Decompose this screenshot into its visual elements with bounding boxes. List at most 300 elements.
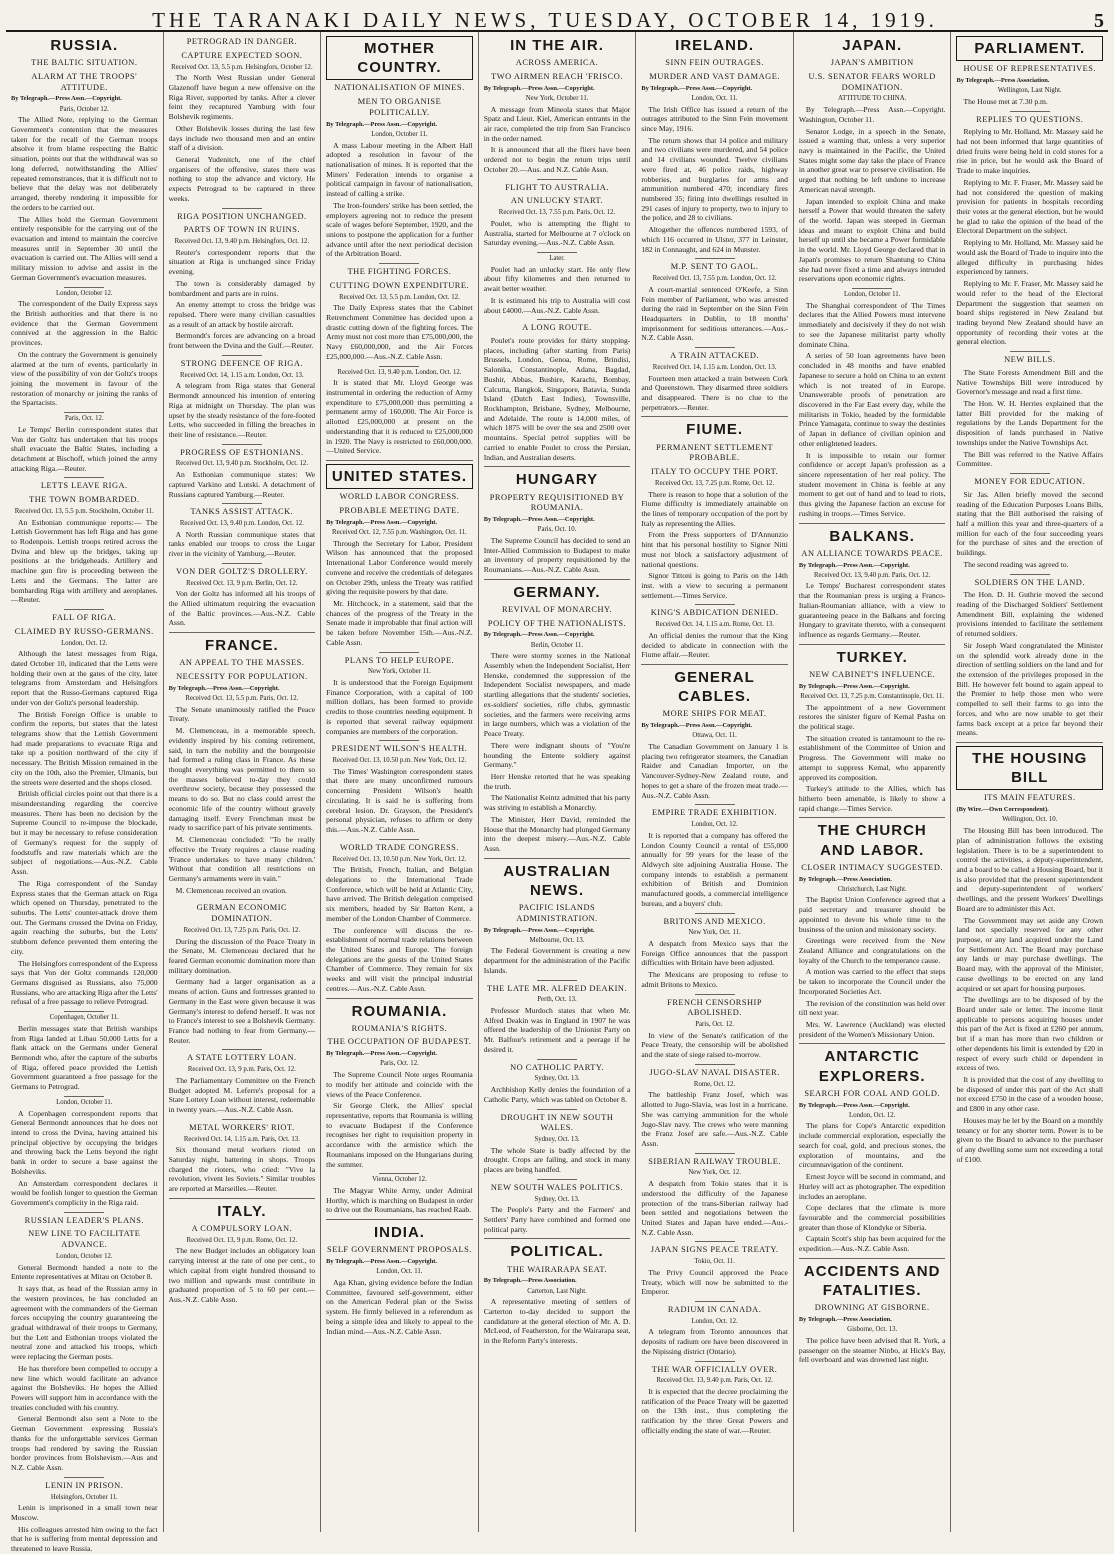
article [169,503,316,559]
article [326,366,473,456]
article-paragraph: The Privy Council approved the Peace Treaty, which will now be submitted to the Emperor. [641,1267,788,1297]
article [169,632,316,895]
article-subheading: REPLIES TO QUESTIONS. [976,114,1084,124]
section-rule [537,1059,577,1060]
article [11,609,158,1007]
article-paragraph: An Esthonian communique states: We captured Varkino and Lutski. A detachment of Russians captured Yamburg.—Reuter. [168,470,316,499]
article-paragraph: Poulet had an unlucky start. He only flew about fifty kilometres and then returned to await better weather. [483,264,631,294]
article [484,252,631,315]
article [956,473,1103,570]
article-paragraph: The Baptist Union Conference agreed that a paid secretary and treasurer should be appointed to devote his whole time to the business of the union and missionary society. [798,895,946,934]
article-dateline: Received Oct. 13, 9.40 p.m. Paris, Oct. 12. [656,1377,773,1385]
article-kicker: PROBABLE MEETING DATE. [339,506,460,515]
section-rule [222,208,262,209]
article-kicker: MURDER AND VAST DAMAGE. [649,71,780,81]
article-dateline: Received Oct. 13, 9 p.m. Rome, Oct. 12. [186,1236,298,1244]
article-paragraph: His colleagues arrested him owing to the fact that he is suffering from mental depression and threatened to leave Russia. [11,1524,158,1554]
article-dateline: Received Oct. 13, 7.25 p.m. Paris, Oct. 12. [183,926,301,934]
article-paragraph: The conference will discuss the re-establishment of normal trade relations between the United States and Europe. The foreign delegations are the guests of the United States Chamber of Commerce. They remain for six weeks and will visit the principal industrial centres.—Aus.-N.Z. Cable Assn. [326,925,473,993]
article-paragraph: There is reason to hope that a solution of the Fiume difficulty is immediately attainable on the lines of temporary occupation of the port by Italy as representing the Allies. [641,489,788,528]
column-rule [641,664,788,665]
article-subheading: A STATE LOTTERY LOAN. [187,1053,297,1063]
article-paragraph: It is provided that the cost of any dwelling to be disposed of under this part of the Act shall not exceed £750 in the case of a wooden house, and £800 in any other case. [956,1075,1104,1114]
article-dateline: Sydney, Oct. 13. [534,1195,580,1203]
article-paragraph: M. Clemenceau received an ovation. [175,885,287,895]
article-paragraph: Professor Murdoch states that when Mr. Alfred Deakin was in England in 1907 he was offered the leadership of the Unionist Party on Mr. Balfour's retirement and a peerage if he desired it. [483,1006,631,1054]
article-dateline: Received Oct. 13, 9.40 p.m. London, Oct. 12. [337,368,462,376]
article-byline: By Telegraph.—Press Assn.—Copyright. [641,84,753,92]
article-dateline: Tokio, Oct. 11. [694,1258,735,1266]
article-paragraph: General Bermondt handed a note to the Entente representatives at Mitau on October 8. [11,1262,158,1282]
article-byline: By Telegraph.—Press Assn.—Copyright. [11,95,122,103]
article-dateline: London, Oct. 12. [691,821,738,829]
article-byline: By Telegraph.—Press Association. [798,875,892,883]
article-dateline: Received Oct. 13, 9 p.m. Paris, Oct. 12. [187,1066,296,1074]
article-paragraph: The second reading was agreed to. [963,559,1069,569]
article-subheading: LENIN IN PRISON. [45,1480,124,1490]
article-subheading: PROGRESS OF ESTHONIANS. [180,447,304,457]
article-paragraph: Germany had a larger organisation as a means of action. Guns and fortresses granted to Germany in the East were given because it was Germany's interest to defend herself. It was not to France's interest to see a Bolshevik Germany. France had nothing to fear from Germany.—Reuter. [168,977,316,1045]
article-paragraph: In view of the Senate's ratification of the Peace Treaty, the censorship will be abolished and the state of siege raised to-morrow. [641,1030,788,1060]
section-rule [64,477,104,478]
article-paragraph: Sir Joseph Ward congratulated the Minister on the splendid work already done in the direction of settling soldiers on the land and for the extension of the privileges proposed in the Bill. He however felt bound to again appeal to the Premier to help those men who were compelled to sell their farms to go into the forces, and who are now unable to get their farms back except at a price far beyond their means. [956,640,1104,738]
article-paragraph: Although the latest messages from Riga, dated October 10, indicated that the Letts were holding their own at the gates of the city, later telegrams from Amsterdam and Helsingfors report that the Russo-Germans captured Riga under von der Goltz's personal leadership. [11,649,158,707]
article [799,288,946,519]
article [641,36,788,254]
article-subheading: FRENCH CENSORSHIP ABOLISHED. [667,997,763,1018]
article-headline: FIUME. [686,421,744,439]
article-paragraph: Sir Jas. Allen briefly moved the second reading of the Education Purposes Loans Bills, stating that the Bill authorised the raising of half a million this year and three-quarters of a million for each of the four succeeding years for the purchase of sites and the erection of buildings. [956,489,1104,558]
article-headline: THE CHURCH AND LABOR. [817,822,927,859]
article-headline: UNITED STATES. [326,464,473,489]
article-subheading: DROUGHT IN NEW SOUTH WALES. [500,1112,614,1133]
article-paragraph: An Esthonian communique reports:— The Lettish Government has left Riga and has gone to Rodenpois. Lettish troops retired across the Dvina and blew up the bridges, taking up positions at the bridgeheads. Artillery and machine gun fire is proceeding between the Letts and the Germans. The latter are bombarding Riga with artillery and aeroplanes.—Reuter. [11,517,158,605]
article-paragraph: The Allies hold the German Government entirely responsible for the carrying out of the evacuation and intend to maintain the coercive measures until in September 30 until the evacuation is carried out. The Allies will send a military mission to advise and assist in the German Government's evacuation measures. [11,214,158,282]
section-rule [379,263,419,264]
article-subheading: A TRAIN ATTACKED. [670,351,760,361]
article-headline: FRANCE. [205,637,279,655]
article-byline: By Telegraph.—Press Assn.—Copyright. [798,682,910,690]
article-subheading: MONEY FOR EDUCATION. [974,477,1086,487]
article-paragraph: The Nationalist Keintz admitted that his party was striving to establish a Monarchy. [483,793,631,813]
article-paragraph: The appointment of a new Government restores the sinister figure of Kemal Pasha on the political stage. [798,702,946,731]
article-paragraph: Mrs. W. Lawrence (Auckland) was elected president of the Women's Missionary Union. [798,1020,946,1039]
article [169,37,316,204]
section-rule [852,288,892,289]
article-kicker: ALARM AT THE TROOPS' ATTITUDE. [31,71,138,92]
article-paragraph: There were stormy scenes in the National Assembly when the Independent Socialist, Herr Henske, condemned the suppression of the Independent Socialist newspapers, and made startling allegations that the students' societies, ex-soldiers' societies, rifle clubs, gymnastic societies, and the farmers were receiving arms in large numbers, which was a violation of the Peace Treaty. [483,651,631,739]
article-byline: By Telegraph.—Press Assn.—Copyright. [326,1050,438,1058]
section-rule [222,503,262,504]
article-subheading: PETROGRAD IN DANGER. [186,37,297,46]
article [484,36,631,175]
article-headline: HUNGARY [515,471,599,489]
article-paragraph: Berlin messages state that British warships from Riga landed at Libau 50,000 Letts for a flank attack on the Germans under General Bermondt who, after the capture of the suburbs of Riga, offered peace provided the Lettish Government guaranteed a free passage for the Germans to Petrograd. [11,1023,158,1092]
article [484,1109,631,1175]
article-headline: IN THE AIR. [510,37,604,54]
article-paragraph: Archbishop Kelly denies the foundation of a Catholic Party, which was tabled on October 8. [483,1085,631,1104]
section-rule [537,319,577,320]
section-rule [1010,574,1050,575]
section-rule [64,1011,104,1012]
article-paragraph: Le Temps' Berlin correspondent states that Von der Goltz has undertaken that his troops shall evacuate the Baltic States, including a detachment at Bischoff, which joined the army attacking Riga.—Reuter. [11,424,158,473]
article-subheading: TANKS ASSIST ATTACK. [190,507,294,517]
article-paragraph: Replying to Mr. Holland, Mr. Massey said he had not been informed that large quantities of dried fruits were being held in cold stores for a rise in price, but he would ask the Board of Trade to make inquiries. [956,127,1104,176]
article-headline: JAPAN. [842,37,903,54]
article-dateline: Received Oct. 13, 10.50 p.m. New York, Oct. 12. [332,855,467,863]
article-dateline: London, October 12. [55,1252,113,1260]
article [326,839,473,994]
article-subheading: NO CATHOLIC PARTY. [510,1062,604,1072]
column-3 [321,32,479,1532]
article-subheading: NEW CABINET'S INFLUENCE. [809,669,936,679]
article-subheading: REVIVAL OF MONARCHY. [501,604,613,614]
section-rule [537,980,577,981]
article-dateline: Received Oct. 13, 5.5 p.m. Helsingfors, October 12. [171,63,313,71]
article-paragraph: A Copenhagen correspondent reports that General Bermondt announces that he does not intend to cross the Dvina, having attained his principal objective by occupying the bridges and throwing back the Letts beyond the right bank in order to secure a base against the Bolsheviks. [11,1108,158,1176]
article [641,604,788,660]
article-paragraph: Greetings were received from the New Zealand Alliance and congratulations on the loyalty of the Church to the temperance cause. [798,936,946,965]
article-dateline: Received Oct. 13, 5.5 p.m. London, Oct. 12. [339,293,460,301]
column-rule [484,579,631,580]
article [641,994,788,1060]
article-paragraph: A message from Mineola states that Major Spatz and Lieut. Kiel, American entrants in the air race, completed the trip from San Francisco in the order named. [483,104,631,143]
column-rule [326,460,473,461]
article [484,980,631,1055]
article-dateline: New York, Oct. 12. [688,1169,741,1177]
article-dateline: Received Oct. 13, 7.55 p.m. Paris, Oct. 12. [498,209,616,217]
article-subheading: ACROSS AMERICA. [515,58,599,68]
article-paragraph: Through the Secretary for Labor, President Wilson has announced that the proposed International Labor Conference would merely convene and receive the credentials of delegates on October 29th, unless the Treaty was ratified giving the requisite powers by that date. [326,538,473,597]
article-paragraph: Six thousand metal workers rioted on Saturday night, battering in shops. Troops charged the rioters, who cried: "Vive la revolution, vivent les Soviets." Similar troubles are reported at Marseilles.—Reuter. [168,1145,316,1194]
section-rule [222,563,262,564]
article-kicker: U.S. SENATOR FEARS WORLD DOMINATION. [808,71,936,92]
article-paragraph: M. Clemenceau concluded: "To be really effective the Treaty requires a clause reading 'France undertakes to have many children.' Without that condition all restrictions on Germany's armaments were in vain." [168,835,316,883]
column-rule [799,523,946,524]
column-rule [169,1198,316,1199]
article-paragraph: Cope declares that the climate is more favourable and the commercial possibilities greater than those of Klondyke or Siberia. [798,1203,946,1232]
article-paragraph: The Federal Government is creating a new department for the administration of the Pacific Islands. [483,946,631,975]
article-subheading: PACIFIC ISLANDS ADMINISTRATION. [516,903,598,923]
article-dateline: London, Oct. 12. [61,639,108,647]
article [326,36,473,259]
article [641,1241,788,1297]
column-5 [636,32,794,1532]
masthead [6,0,1108,32]
article-byline: By Telegraph.—Press Association. [956,76,1050,84]
article-paragraph: It is announced that all the fliers have been ordered not to begin the return trips until October 20.—Aus. and N.Z. Cable Assn. [483,145,631,174]
article-headline: AUSTRALIAN NEWS. [503,862,611,899]
section-rule [695,1361,735,1362]
article-dateline: New York, October 11. [368,668,431,676]
article [484,179,631,248]
article-dateline: Received Oct. 13, 5.5 p.m. Paris, Oct. 12. [185,695,299,703]
article-subheading: VON DER GOLTZ'S DROLLERY. [176,566,308,576]
article [956,742,1103,1164]
article-subheading: SIBERIAN RAILWAY TROUBLE. [648,1156,781,1166]
article-paragraph: Japan intended to exploit China and make herself a Power that would threaten the safety of the world. Japan was steeped in German ideas and meant to exploit China and build herself up until she became a Power formidable in the world. Mr. Lloyd George declared that in Japan's promises to return Shantung to China she had never fixed a time and always intruded reservations upon economic rights. [798,196,946,284]
article-dateline: Received Oct. 13, 9 p.m. Berlin, Oct. 12. [186,579,298,587]
article-paragraph: He has therefore been compelled to occupy a new line which would facilitate an advance against the Bolsheviks. He hopes the Allied Powers will support him in accordance with the treaties concluded with his country. [11,1363,158,1412]
article-subheading: SOLDIERS ON THE LAND. [974,577,1085,587]
article [169,208,316,351]
article-paragraph: There were indignant shouts of "You're hounding the Entente soldiery against Germany." [483,740,631,770]
column-rule [799,644,946,645]
article-subheading: LETTS LEAVE RIGA. [40,481,128,491]
article-dateline: London, Oct. 11. [376,1268,423,1276]
section-rule [64,287,104,288]
article-subheading: PROPERTY REQUISITIONED BY ROUMANIA. [489,492,625,513]
article-kicker: NECESSITY FOR POPULATION. [176,672,308,682]
article-kicker: TWO AIRMEN REACH 'FRISCO. [491,71,623,81]
article [956,36,1103,107]
article-byline: By Telegraph.—Press Assn.—Copyright. [483,516,595,523]
article-subheading: WORLD TRADE CONGRESS. [339,842,459,852]
article-dateline: Wellington, Last Night. [997,87,1062,95]
article-paragraph: Poulet's route provides for thirty stopping-places, including (after starting from Paris) Brussels, London, Genoa, Rome, Brindisi, Salonika, Constantinople, Adana, Bagdad, Bushir, Abbas, Bushire, Karachi, Bombay, Calcutta, Bangkok, Singapore, Batavia, Sunda Island (Dutch East Indies), Townsville, Rockhampton, Brisbane, Sydney, Melbourne, and Adelaide. The route is 14,000 miles, of which 1875 will be over the sea and 2500 over mountains. Special petrol supplies will be carried to enable Poulet to cross the Persian, Indian, and Australian deserts. [483,335,631,462]
article-subheading: THE LATE MR. ALFRED DEAKIN. [487,983,628,993]
article-dateline: Paris, Oct. 12. [64,415,104,423]
article-subheading: RIGA POSITION UNCHANGED. [177,211,307,221]
article-subheading: A LONG ROUTE. [522,323,592,333]
article-kicker: NEW LINE TO FACILITATE ADVANCE. [28,1229,141,1250]
article-dateline: Carterton, Last Night. [527,1287,587,1295]
column-4 [479,32,637,1532]
section-rule [537,252,577,253]
article-paragraph: A series of 50 loan agreements have been concluded in 48 months and have enabled Japanese to secure a hold on China to an extent which is not treated of in Europe. Unanswerable proofs of penetration are discovered in the Far East every day, while the militarists in Tokio, headed by the formidable Prince Yamagata, continue to sway the destinies of Japan in defiance of civilian opinion and other enlightened leaders. [798,351,946,448]
section-rule [64,412,104,413]
article-paragraph: M. Clemenceau, in a memorable speech, evidently inspired by his coming retirement, said, in turn the nobility and the bourgeoisie had formed a ruling class in France. As these thought everything was permitted to them so the masses believed to-day they could overthrow society, because they possessed the means to do so. But no class could arrest the economic life of the country without gravely damaging itself. Every Frenchman must be ready to sacrifice part of his private sentiments. [168,726,316,833]
article [11,1212,158,1473]
section-rule [64,1212,104,1213]
article-dateline: Vienna, October 12. [372,1176,427,1184]
section-rule [695,1064,735,1065]
section-rule [222,1119,262,1120]
article-paragraph: The return shows that 14 police and military and two civilians were murdered, and 54 police and 14 civilians wounded. Twelve civilians were fired at, 46 police raids, highway robberies, and burglaries for arms and ammunition numbered 470; incendiary fires numbered 35; firing into dwellings resulted in 291 cases of injury to property, two to injury to the police, and 28 to civilians. [641,135,788,223]
article [799,1043,946,1253]
article-paragraph: An official denies the rumour that the King decided to abdicate in connection with the Fiume affair.—Reuter. [641,630,788,660]
article-byline: By Telegraph.—Press Assn.—Copyright. [326,120,438,128]
article-dateline: Received Oct. 12, 7.55 p.m. Washington, Oct. 11. [332,528,467,536]
article-byline: By Telegraph.—Press Assn.—Copyright. [483,84,595,92]
article [11,36,158,283]
article-paragraph: The situation created is tantamount to the re-establishment of the Committee of Union and Progress. The Government will make no attempt to suppress Kemal, who apparently approved its composition. [798,733,946,782]
article-subheading: AN ALLIANCE TOWARDS PEACE. [801,548,943,558]
article-subheading: AN APPEAL TO THE MASSES. [179,658,305,668]
article-headline: BALKANS. [829,527,915,545]
article-subheading: RUSSIAN LEADER'S PLANS. [24,1215,144,1225]
article-headline: THE HOUSING BILL [956,746,1103,790]
article-dateline: Perth, Oct. 13. [537,996,577,1004]
article-subheading: KING'S ABDICATION DENIED. [650,608,779,618]
article-byline: By Telegraph.—Press Assn.—Copyright. [168,684,280,692]
article-dateline: London, October 12. [55,289,113,297]
article [326,652,473,737]
article-paragraph: Houses may be let by the Board on a monthly tenancy or for any shorter term. Power is to be given to the Board to advance to the purchaser of any dwelling some sum not exceeding a total of £100. [956,1115,1104,1164]
section-rule [379,740,419,741]
article [641,1301,788,1357]
article-headline: MOTHER COUNTRY. [326,36,473,80]
article-subheading: M.P. SENT TO GAOL. [670,262,759,272]
section-rule [537,1109,577,1110]
article-paragraph: British official circles point out that there is a misunderstanding regarding the coercive measures. There has been no decision by the Supreme Council to re-impose the blockade, but it may be necessary to refuse consideration of Germany's request for the supply of foodstuffs and raw materials which are the subject of negotiations.—Aus.-N.Z. Cable Assn. [11,789,158,877]
column-2 [164,32,322,1532]
article-paragraph: By Telegraph.—Press Assn.—Copyright. Washington, October 11. [798,105,946,124]
article-dateline: Berlin, October 11. [530,641,584,649]
article [641,258,788,343]
article [799,817,946,1039]
article-headline: TURKEY. [836,648,908,666]
article-paragraph: The Times' Washington correspondent states that there are many unconfirmed rumours concerning President Wilson's health circulating. It is said he is suffering from cerebral lesion. Dr. Grayson, the President's personal physician, refuses to affirm or deny this.—Aus.-N.Z. Cable Assn. [326,766,473,835]
article-paragraph: The State Forests Amendment Bill and the Native Townships Bill were introduced by Governor's message and read a first time. [956,367,1104,397]
article-subheading: THE FIGHTING FORCES. [347,267,452,277]
article-dateline: Received Oct. 14, 1.15 a.m. London, Oct. 13. [180,371,304,379]
article-subheading: SEARCH FOR COAL AND GOLD. [804,1088,941,1098]
article-paragraph: On the contrary the Government is genuinely alarmed at the turn of events, particularly in view of the possibility of von der Goltz's troops joining the movement in favour of the restoration of monarchy or joining the ranks of the Spartacists. [11,349,158,408]
columns [6,32,1108,1554]
article-paragraph: The British, French, Italian, and Belgian delegations to the International Trade Conference, which will be held at Atlantic City, have arrived. The British delegation comprised six members, headed by Sir Barton Kent, a member of the London Chamber of Commerce. [326,865,473,923]
article-headline: GERMANY. [513,583,601,601]
article-headline: PARLIAMENT. [956,36,1103,61]
article-dateline: Received Oct. 13, 5.5 p.m. Stockholm, October 11. [14,507,154,515]
article-paragraph: The Parliamentary Committee on the French Budget adopted M. Leferre's proposal for a State Lottery Loan without interest, redeemable in twenty years.—Aus.-N.Z. Cable Assn. [168,1075,316,1115]
article-dateline: Received Oct. 13, 9.40 p.m. Paris, Oct. 12. [813,571,931,579]
article-paragraph: A telegram from Toronto announces that deposits of radium ore have been discovered in the Nipissing district (Ontario). [641,1327,788,1356]
article-paragraph: It is understood that the Foreign Equipment Finance Corporation, with a capital of 100 million dollars, has been formed to provide credits to those countries needing equipment. It is reported that several railway equipment companies are members of the corporation. [326,677,473,736]
column-rule [799,1258,946,1259]
article-dateline: Gisborne, Oct. 13. [847,1326,898,1334]
section-rule [1010,473,1050,474]
article [799,644,946,814]
article-dateline: London, Oct. 12. [691,1317,738,1325]
article-paragraph: Replying to Mr. Holland, Mr. Massey said he would ask the Board of Trade to inquire into the alleged difficulty in purchasing hides experienced by tanners. [956,238,1104,277]
article-dateline: Received Oct. 13, 7.25 p.m. Rome, Oct. 12. [655,479,775,487]
article-paragraph: Von der Goltz has informed all his troops of the Allied ultimatum requiring the evacuation of the Baltic provinces.—Aus.-N.Z. Cable Assn. [168,589,316,628]
article-byline: By Telegraph.—Press Assn.—Copyright. [798,1101,910,1109]
article-paragraph: Ernest Joyce will be second in command, and Hurley will act as photographer. The expedition includes an aeroplane. [798,1172,946,1201]
article-dateline: Melbourne, Oct. 13. [529,936,585,944]
article-subheading: DROWNING AT GISBORNE. [814,1303,930,1313]
article-headline: INDIA. [373,1224,425,1242]
article-subheading: THE WAIRARAPA SEAT. [507,1264,607,1274]
article-paragraph: A representative meeting of settlers of Carterton to-day decided to support the candidature at the general election of Mr. A. D. McLeod, of Featherston, for the Wairarapa seat, in the Reform Party's interests. [483,1297,631,1346]
article [641,1153,788,1238]
article-kicker: CAPTURE EXPECTED SOON. [181,50,303,60]
article-paragraph: The North West Russian under General Glazenoff have begun a new offensive on the Riga River, supported by tanks. After a clever feint they recaptured Yamburg with four Bolshevik regiments. [168,73,316,122]
article-paragraph: The Supreme Council has decided to send an Inter-Allied Commission to Budapest to make an inventory of property requisitioned by the Roumanians.—Aus.-N.Z. Cable Assn. [483,535,631,575]
article-dateline: Copenhagen, October 11. [49,1014,119,1022]
section-rule [695,994,735,995]
article-subheading: EMPIRE TRADE EXHIBITION. [652,808,778,818]
article-dateline: Later. [549,254,565,262]
article [169,1198,316,1305]
article [484,1179,631,1235]
article-paragraph: It is stated that Mr. Lloyd George was instrumental in ordering the reduction of Army expenditure to £75,000,000 thus permitting a permanent army of 160,000. The Air Force is allotted £25,000,000 at present on the understanding that it is reduced to £25,000,000 in 1920. The Navy is restricted to £60,000,000.—United Service. [326,378,473,456]
article-dateline: London, October 11. [843,291,901,299]
article-paragraph: Signor Tittoni is going to Paris on the 14th inst. with a view to securing a permanent settlement.—Times Service. [641,571,788,600]
article-subheading: FLIGHT TO AUSTRALIA. [505,182,609,192]
section-rule [695,804,735,805]
article-dateline: Received Oct. 14, 1.15 a.m. London, Oct. 13. [652,363,777,371]
section-rule [537,179,577,180]
article-byline: By Telegraph.—Press Assn.—Copyright. [326,1258,438,1266]
article-paragraph: It is estimated his trip to Australia will cost about £4000.—Aus.-N.Z. Cable Assn. [483,295,631,315]
article-paragraph: The Senate unanimously ratified the Peace Treaty. [168,704,316,724]
article-subheading: FALL OF RIGA. [52,613,117,623]
article [799,1258,946,1365]
article-dateline: Sydney, Oct. 13. [534,1075,580,1083]
article [641,1064,788,1149]
article-headline: RUSSIA. [50,37,119,54]
article-dateline: London, Oct. 11. [691,94,738,102]
article-subheading: THE BALTIC SITUATION. [31,58,138,68]
article-paragraph: The People's Party and the Farmers' and Settlers' Party have combined and formed one political party. [483,1205,631,1234]
article-subheading: WORLD LABOR CONGRESS. [339,492,460,502]
article-paragraph: The Riga correspondent of the Sunday Express states that the German attack on Riga which opened on Thursday, penetrated to the suburbs. The Letts' counter-attack drove them out. The Germans crossed the Dvina on Friday, again reaching the suburbs, but the Letts' stubborn defence prevented them entering the city. [11,878,158,956]
article [484,1059,631,1105]
column-rule [484,858,631,859]
article-paragraph: The Supreme Council Note urges Roumania to modify her attitude and coincide with the views of the Peace Conference. [326,1070,473,1099]
article-subheading: JAPAN SIGNS PEACE TREATY. [650,1245,779,1255]
article-dateline: Paris, Oct. 10. [537,526,577,534]
article-paragraph: The plans for Cope's Antarctic expedition include commercial exploration, especially the search for coal, gold, and precious stones, the exploration of mountains, and the circumnavigation of the continent. [798,1121,946,1170]
article-dateline: Received Oct. 13, 7.55 p.m. London, Oct. 12. [652,275,777,283]
article-subheading: THE WAR OFFICIALLY OVER. [651,1364,778,1374]
article-paragraph: Reuter's correspondent reports that the situation at Riga is unchanged since Friday evening. [168,247,316,277]
article-paragraph: The Helsingfors correspondent of the Express says that Von der Goltz commands 120,000 Germans disguised as Russians, also 75,000 Russians, who are attacking Riga after the Letts' refusal of a free passage to relieve Petrograd. [11,958,158,1007]
article-paragraph: Fourteen men attacked a train between Cork and Queenstown. They disarmed three soldiers and disappeared. There is no clue to the perpetrators.—Reuter. [641,373,788,412]
article-subheading: PLANS TO HELP EUROPE. [344,655,455,665]
article-byline: By Telegraph.—Press Assn.—Copyright. [483,926,595,934]
article [956,574,1103,739]
section-rule [222,355,262,356]
section-rule [222,444,262,445]
section-rule [695,604,735,605]
column-rule [169,632,316,633]
article-kicker: PARTS OF TOWN IN RUINS. [183,225,300,235]
article [484,1238,631,1345]
article-dateline: Helsingfors, October 11. [50,1493,118,1501]
section-rule [695,1301,735,1302]
article [11,287,158,409]
section-rule [695,258,735,259]
article-paragraph: The Irish Office has issued a return of the outrages attributed to the Sinn Fein movement since May, 1916. [641,104,788,133]
article-paragraph: The Housing Bill has been introduced. The plan of administration follows the existing legislation. There is to be a superintendent to control the activities, a deputy-superintendent, and a board to be called a Housing Board, but it is also provided that the present superintendent and deputy-superintendent of workers' dwellings, and the present Workers' Dwellings Board are to administer this Act. [956,826,1104,913]
article-paragraph: General Yudenitch, one of the chief organisers of the offensive, states there was nothing to stop the advance and victory. He expects Petrograd to be captured in three weeks. [168,154,316,203]
article [484,579,631,854]
article [169,444,316,500]
article-paragraph: An enemy attempt to cross the bridge was repulsed. There were many civilian casualties as a result of an attack by hostile aircraft. [168,300,316,329]
article-subheading: ROUMANIA'S RIGHTS. [351,1023,448,1033]
article-paragraph: The Hon. D. H. Guthrie moved the second reading of the Discharged Soldiers' Settlement Amendment Bill, explaining the widened provisions intended to facilitate the settlement of returned soldiers. [956,590,1104,639]
article-subheading: MORE SHIPS FOR MEAT. [662,709,767,719]
article-paragraph: Altogether the offences numbered 1593, of which 116 occurred in Ulster, 377 in Leinster, 182 in Connaught, and 624 in Munster. [641,225,788,254]
article-paragraph: A court-martial sentenced O'Keefe, a Sinn Fein member of Parliament, who was arrested during the raid in September on the Sinn Fein Headquarters in Dublin, to 18 months' imprisonment for seditious utterances.—Aus.-N.Z. Cable Assn. [641,284,788,343]
article-subheading: METAL WORKERS' RIOT. [189,1122,295,1132]
section-rule [222,1049,262,1050]
article-paragraph: Senator Lodge, in a speech in the Senate, issued a warning that, unless a very superior navy is maintained in the Pacific, the United States might some day take the place of France in another great war to preserve civilisation. He urged that nothing be left undone to increase American naval strength. [798,126,946,194]
article [799,523,946,640]
section-rule [695,347,735,348]
article-paragraph: An Amsterdam correspondent declares it would be foolish longer to question the German Government's complicity in the Riga raid. [11,1178,158,1207]
article-dateline: Received Oct. 13, 9.40 p.m. Stockholm, Oct. 12. [175,460,309,468]
section-rule [64,1096,104,1097]
section-rule [64,609,104,610]
article-paragraph: It is reported that a company has offered the London County Council a rental of £55,000 annually for 99 years for the lease of the Aldwych site adjoining Australia House. The company intends to establish a permanent exhibition of British and Dominion manufactured goods, a commercial intelligence bureau, and a buyers' club. [641,830,788,908]
section-rule [1010,351,1050,352]
article [641,347,788,412]
article-byline: By Telegraph.—Press Association. [483,1277,577,1285]
